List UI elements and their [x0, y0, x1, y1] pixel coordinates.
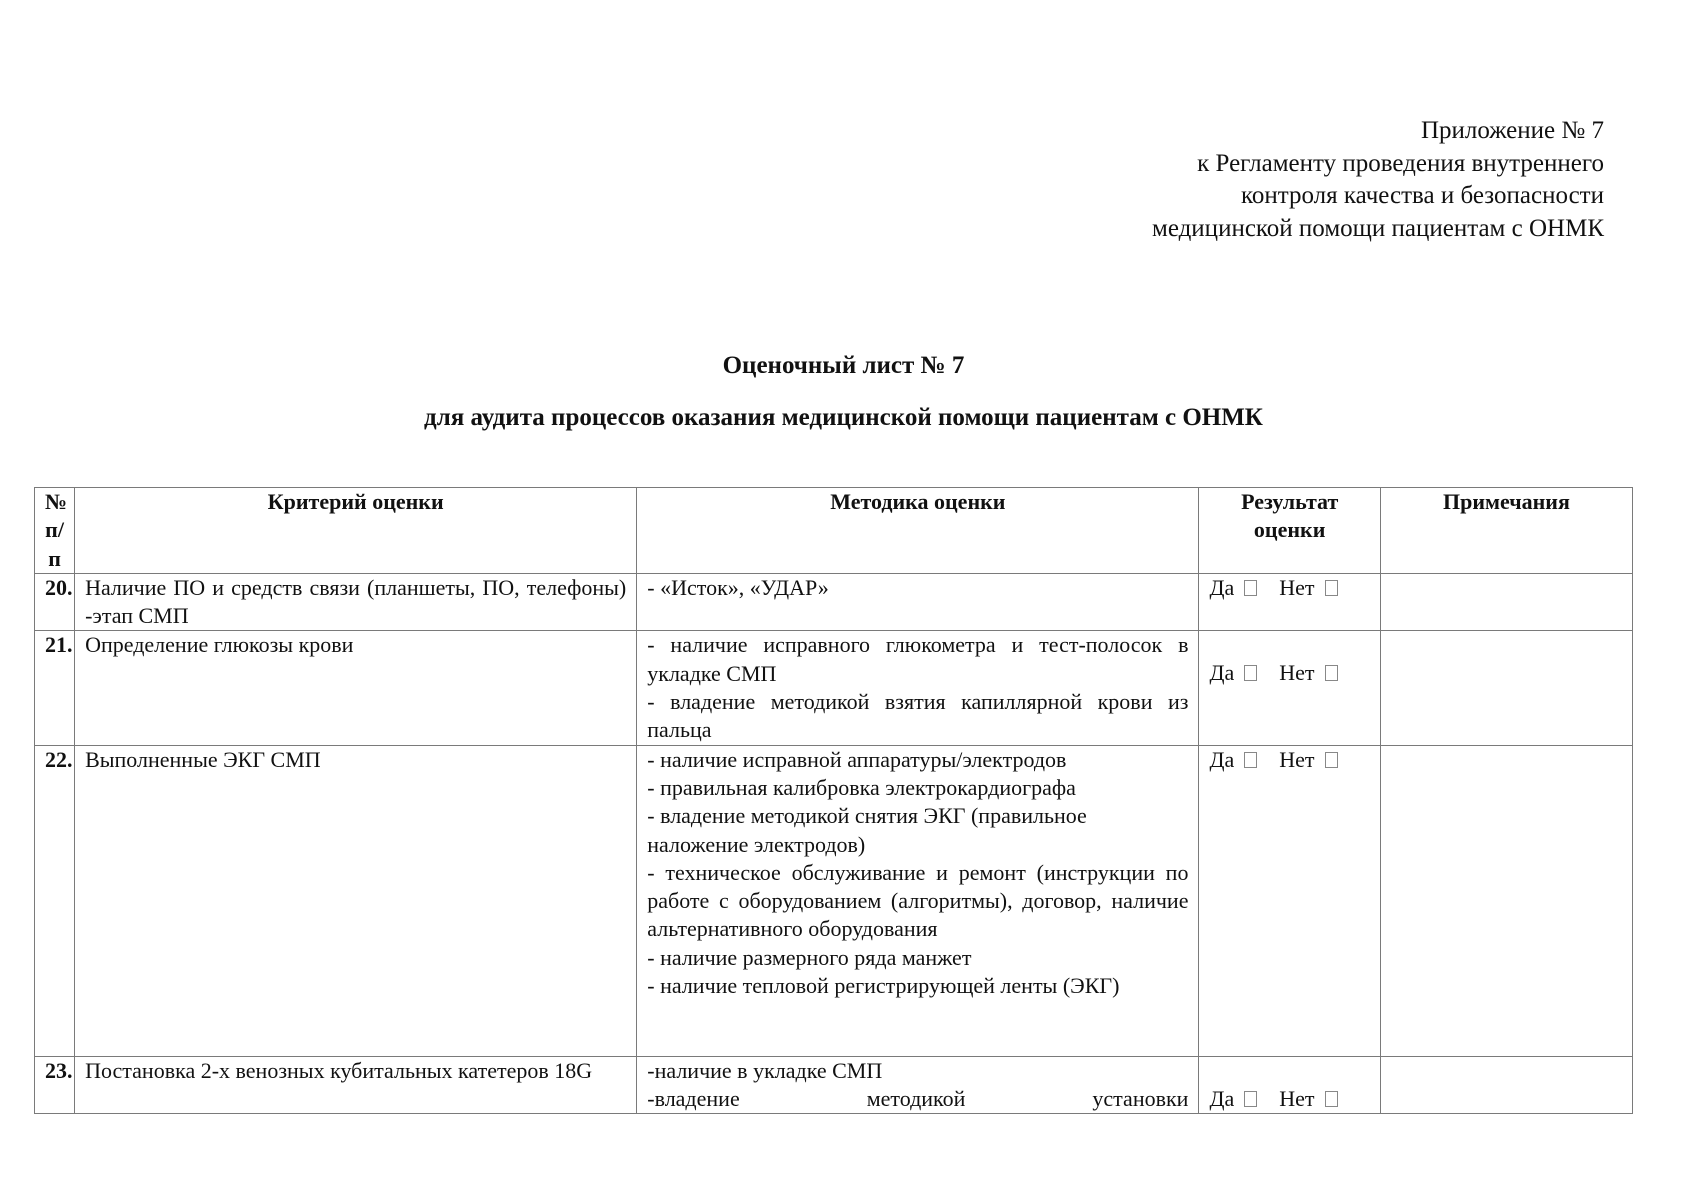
row-number: 22.: [35, 745, 75, 1056]
result-no-label: Нет: [1279, 1085, 1315, 1111]
row-method: [637, 745, 1199, 1056]
result-no-label: Нет: [1279, 660, 1315, 686]
method-item: -владение методикой установки: [647, 1085, 1189, 1111]
document-subtitle: для аудита процессов оказания медицинской помощи пациентам с ОНМК: [424, 404, 1263, 431]
appendix-note: [1152, 115, 1604, 245]
result-yes-option[interactable]: [1209, 575, 1257, 600]
appendix-line: к Регламенту проведения внутреннего: [1197, 149, 1604, 177]
method-item: -наличие в укладке СМП: [647, 1057, 883, 1083]
result-yes-option[interactable]: [1209, 747, 1257, 772]
table-row: [35, 631, 1633, 745]
no-checkbox-icon[interactable]: [1325, 1091, 1338, 1107]
table-row: [35, 1056, 1633, 1114]
header-number: [35, 488, 75, 574]
row-number: 21.: [35, 631, 75, 745]
document-title: Оценочный лист № 7: [722, 352, 965, 379]
appendix-line: контроля качества и безопасности: [1240, 182, 1604, 209]
table-row: [35, 573, 1633, 631]
row-number: 23.: [35, 1056, 75, 1114]
method-item: - наличие тепловой регистрирующей ленты (ЭКГ): [647, 973, 1120, 999]
result-yes-label: Да: [1209, 1085, 1235, 1111]
row-result: [1199, 631, 1380, 745]
no-checkbox-icon[interactable]: [1325, 665, 1338, 681]
result-no-option[interactable]: [1279, 1086, 1337, 1111]
result-no-option[interactable]: [1279, 575, 1337, 600]
row-criterion: Определение глюкозы крови: [75, 631, 637, 745]
no-checkbox-icon[interactable]: [1325, 752, 1338, 768]
row-criterion: Выполненные ЭКГ СМП: [75, 745, 637, 1056]
table-row: [35, 745, 1633, 1056]
method-item: - «Исток», «УДАР»: [647, 574, 829, 600]
method-item: - наличие размерного ряда манжет: [647, 944, 972, 970]
row-result: [1199, 573, 1380, 631]
row-result: [1199, 1056, 1380, 1114]
row-notes[interactable]: [1380, 1056, 1632, 1114]
method-item: - владение методикой снятия ЭКГ (правильное наложение электродов): [647, 803, 1087, 857]
yes-checkbox-icon[interactable]: [1244, 1091, 1257, 1107]
result-no-option[interactable]: [1279, 747, 1337, 772]
header-criterion: Критерий оценки: [75, 488, 637, 574]
row-notes[interactable]: [1380, 573, 1632, 631]
header-result-line: оценки: [1253, 517, 1326, 543]
result-yes-option[interactable]: [1209, 1086, 1257, 1111]
header-result-line: Результат: [1241, 489, 1339, 514]
header-number-line: №: [45, 489, 68, 514]
appendix-line: медицинской помощи пациентам с ОНМК: [1152, 214, 1604, 242]
row-method: [637, 1056, 1199, 1114]
result-yes-label: Да: [1209, 746, 1235, 772]
method-item: - техническое обслуживание и ремонт (инструкции по работе с оборудованием (алгоритмы), договор, наличие альтернативного оборудования: [647, 859, 1189, 942]
row-criterion: Наличие ПО и средств связи (планшеты, ПО, телефоны) -этап СМП: [75, 573, 637, 631]
row-notes[interactable]: [1380, 631, 1632, 745]
row-number: 20.: [35, 573, 75, 631]
header-number-line: п/п: [45, 517, 64, 571]
result-yes-label: Да: [1209, 660, 1235, 686]
row-criterion: Постановка 2-х венозных кубитальных катетеров 18G: [75, 1056, 637, 1114]
method-item: - наличие исправной аппаратуры/электродов: [647, 746, 1067, 772]
row-notes[interactable]: [1380, 745, 1632, 1056]
result-no-label: Нет: [1279, 574, 1315, 600]
yes-checkbox-icon[interactable]: [1244, 665, 1257, 681]
result-no-label: Нет: [1279, 746, 1315, 772]
yes-checkbox-icon[interactable]: [1244, 752, 1257, 768]
header-result: [1199, 488, 1380, 574]
table-header-row: [35, 488, 1633, 574]
header-method: Методика оценки: [637, 488, 1199, 574]
result-yes-label: Да: [1209, 574, 1235, 600]
appendix-line: Приложение № 7: [1420, 117, 1604, 144]
result-no-option[interactable]: [1279, 660, 1337, 685]
method-item: - владение методикой взятия капиллярной крови из пальца: [647, 689, 1189, 743]
method-item: - наличие исправного глюкометра и тест-полосок в укладке СМП: [647, 632, 1189, 686]
yes-checkbox-icon[interactable]: [1244, 580, 1257, 596]
row-method: [637, 631, 1199, 745]
method-item: - правильная калибровка электрокардиографа: [647, 774, 1076, 800]
header-notes: Примечания: [1380, 488, 1632, 574]
no-checkbox-icon[interactable]: [1325, 580, 1338, 596]
row-method: [637, 573, 1199, 631]
result-yes-option[interactable]: [1209, 660, 1257, 685]
assessment-table: [34, 487, 1633, 1114]
row-result: [1199, 745, 1380, 1056]
